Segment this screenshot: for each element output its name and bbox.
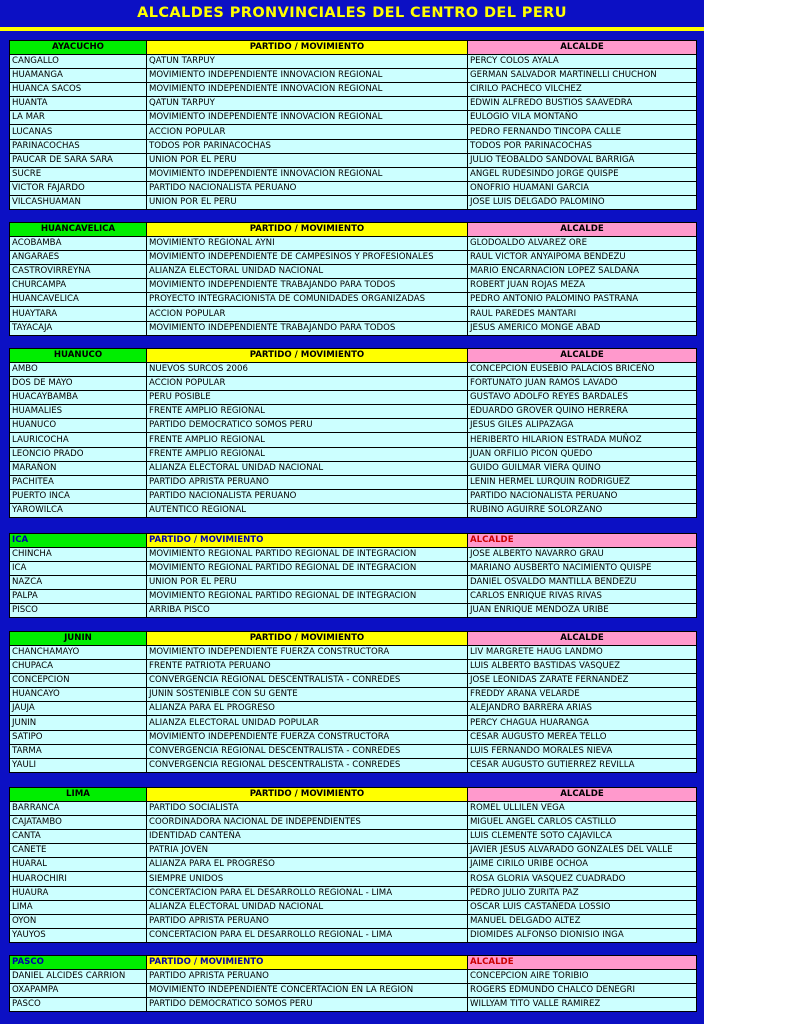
- section-table-junin: [9, 631, 697, 773]
- table-row: [10, 293, 697, 307]
- table-row: [10, 830, 697, 844]
- party-cell: PARTIDO APRISTA PERUANO: [147, 914, 468, 928]
- party-cell: PARTIDO NACIONALISTA PERUANO: [147, 181, 468, 195]
- party-cell: ACCION POPULAR: [147, 307, 468, 321]
- mayor-cell: PEDRO ANTONIO PALOMINO PASTRANA: [468, 293, 697, 307]
- province-cell: CANTA: [10, 830, 147, 844]
- table-row: [10, 548, 697, 562]
- table-row: [10, 970, 697, 984]
- table-row: [10, 816, 697, 830]
- table-row: [10, 97, 697, 111]
- mayor-header: ALCALDE: [468, 632, 697, 646]
- table-row: [10, 195, 697, 209]
- mayor-cell: JAIME CIRILO URIBE OCHOA: [468, 858, 697, 872]
- party-cell: CONCERTACION PARA EL DESARROLLO REGIONAL - LIMA: [147, 886, 468, 900]
- party-cell: MOVIMIENTO INDEPENDIENTE FUERZA CONSTRUCTORA: [147, 730, 468, 744]
- party-cell: CONVERGENCIA REGIONAL DESCENTRALISTA - CONREDES: [147, 744, 468, 758]
- province-cell: JUNIN: [10, 716, 147, 730]
- party-cell: QATUN TARPUY: [147, 97, 468, 111]
- table-row: [10, 181, 697, 195]
- table-row: [10, 153, 697, 167]
- province-cell: ACOBAMBA: [10, 237, 147, 251]
- mayor-cell: GUSTAVO ADOLFO REYES BARDALES: [468, 391, 697, 405]
- party-cell: PARTIDO SOCIALISTA: [147, 802, 468, 816]
- province-cell: MARAÑON: [10, 461, 147, 475]
- province-cell: PASCO: [10, 998, 147, 1012]
- region-header: HUANCAVELICA: [10, 223, 147, 237]
- party-cell: CONVERGENCIA REGIONAL DESCENTRALISTA - CONREDES: [147, 674, 468, 688]
- table-row: [10, 55, 697, 69]
- party-cell: MOVIMIENTO INDEPENDIENTE INNOVACION REGIONAL: [147, 111, 468, 125]
- province-cell: YAROWILCA: [10, 503, 147, 517]
- mayor-cell: ALEJANDRO BARRERA ARIAS: [468, 702, 697, 716]
- mayor-cell: GLODOALDO ALVAREZ ORE: [468, 237, 697, 251]
- table-row: [10, 377, 697, 391]
- party-cell: MOVIMIENTO INDEPENDIENTE INNOVACION REGIONAL: [147, 83, 468, 97]
- table-row: [10, 984, 697, 998]
- party-cell: ALIANZA PARA EL PROGRESO: [147, 858, 468, 872]
- region-header: AYACUCHO: [10, 41, 147, 55]
- province-cell: HUANTA: [10, 97, 147, 111]
- mayor-cell: LUIS FERNANDO MORALES NIEVA: [468, 744, 697, 758]
- table-row: [10, 562, 697, 576]
- province-cell: HUANUCO: [10, 419, 147, 433]
- party-cell: JUNIN SOSTENIBLE CON SU GENTE: [147, 688, 468, 702]
- table-row: [10, 307, 697, 321]
- table-row: [10, 688, 697, 702]
- party-cell: MOVIMIENTO REGIONAL AYNI: [147, 237, 468, 251]
- table-row: [10, 363, 697, 377]
- mayor-cell: DIOMIDES ALFONSO DIONISIO INGA: [468, 928, 697, 942]
- table-row: [10, 858, 697, 872]
- province-cell: LIMA: [10, 900, 147, 914]
- mayor-cell: GUIDO GUILMAR VIERA QUINO: [468, 461, 697, 475]
- mayor-cell: JULIO TEOBALDO SANDOVAL BARRIGA: [468, 153, 697, 167]
- table-row: [10, 83, 697, 97]
- table-row: [10, 604, 697, 618]
- party-cell: ALIANZA ELECTORAL UNIDAD NACIONAL: [147, 461, 468, 475]
- table-row: [10, 503, 697, 517]
- section-table-huancavelica: [9, 222, 697, 336]
- mayor-header: ALCALDE: [468, 41, 697, 55]
- mayor-cell: EULOGIO VILA MONTAÑO: [468, 111, 697, 125]
- mayor-cell: LUIS CLEMENTE SOTO CAJAVILCA: [468, 830, 697, 844]
- table-row: [10, 576, 697, 590]
- mayor-cell: FREDDY ARANA VELARDE: [468, 688, 697, 702]
- province-cell: SUCRE: [10, 167, 147, 181]
- province-cell: ANGARAES: [10, 251, 147, 265]
- mayor-cell: JESUS AMERICO MONGE ABAD: [468, 321, 697, 335]
- mayor-cell: HERIBERTO HILARION ESTRADA MUÑOZ: [468, 433, 697, 447]
- table-row: [10, 802, 697, 816]
- region-header: PASCO: [10, 956, 147, 970]
- table-row: [10, 279, 697, 293]
- mayor-cell: RAUL VICTOR ANYAIPOMA BENDEZU: [468, 251, 697, 265]
- party-cell: PERU POSIBLE: [147, 391, 468, 405]
- province-cell: PISCO: [10, 604, 147, 618]
- section-header-row: [10, 534, 697, 548]
- province-cell: HUARAL: [10, 858, 147, 872]
- section-table-lima: [9, 787, 697, 943]
- province-cell: HUANCA SACOS: [10, 83, 147, 97]
- mayor-cell: JUAN ORFILIO PICON QUEDO: [468, 447, 697, 461]
- mayor-cell: ROSA GLORIA VASQUEZ CUADRADO: [468, 872, 697, 886]
- party-cell: IDENTIDAD CANTEÑA: [147, 830, 468, 844]
- party-cell: MOVIMIENTO INDEPENDIENTE INNOVACION REGIONAL: [147, 69, 468, 83]
- mayor-cell: CONCEPCION EUSEBIO PALACIOS BRICEÑO: [468, 363, 697, 377]
- province-cell: PACHITEA: [10, 475, 147, 489]
- party-cell: AUTENTICO REGIONAL: [147, 503, 468, 517]
- party-cell: ALIANZA ELECTORAL UNIDAD POPULAR: [147, 716, 468, 730]
- region-header: HUANUCO: [10, 349, 147, 363]
- province-cell: CANGALLO: [10, 55, 147, 69]
- party-cell: TODOS POR PARINACOCHAS: [147, 139, 468, 153]
- table-row: [10, 125, 697, 139]
- table-row: [10, 419, 697, 433]
- mayor-cell: RAUL PAREDES MANTARI: [468, 307, 697, 321]
- mayor-cell: JOSE ALBERTO NAVARRO GRAU: [468, 548, 697, 562]
- province-cell: ICA: [10, 562, 147, 576]
- mayor-cell: CIRILO PACHECO VILCHEZ: [468, 83, 697, 97]
- table-row: [10, 928, 697, 942]
- mayor-header: ALCALDE: [468, 956, 697, 970]
- mayor-cell: ROGERS EDMUNDO CHALCO DENEGRI: [468, 984, 697, 998]
- province-cell: DANIEL ALCIDES CARRION: [10, 970, 147, 984]
- mayor-cell: OSCAR LUIS CASTAÑEDA LOSSIO: [468, 900, 697, 914]
- mayor-cell: PEDRO FERNANDO TINCOPA CALLE: [468, 125, 697, 139]
- province-cell: YAULI: [10, 758, 147, 772]
- section-header-row: [10, 956, 697, 970]
- section-header-row: [10, 349, 697, 363]
- table-row: [10, 590, 697, 604]
- mayor-cell: CARLOS ENRIQUE RIVAS RIVAS: [468, 590, 697, 604]
- province-cell: CONCEPCION: [10, 674, 147, 688]
- party-cell: FRENTE AMPLIO REGIONAL: [147, 447, 468, 461]
- table-row: [10, 744, 697, 758]
- party-cell: FRENTE AMPLIO REGIONAL: [147, 405, 468, 419]
- province-cell: CHUPACA: [10, 660, 147, 674]
- table-row: [10, 251, 697, 265]
- party-cell: CONVERGENCIA REGIONAL DESCENTRALISTA - CONREDES: [147, 758, 468, 772]
- mayor-cell: GERMAN SALVADOR MARTINELLI CHUCHON: [468, 69, 697, 83]
- party-cell: MOVIMIENTO INDEPENDIENTE INNOVACION REGIONAL: [147, 167, 468, 181]
- mayor-cell: JOSE LUIS DELGADO PALOMINO: [468, 195, 697, 209]
- page-title: ALCALDES PRONVINCIALES DEL CENTRO DEL PERU: [137, 5, 567, 21]
- table-row: [10, 702, 697, 716]
- party-header: PARTIDO / MOVIMIENTO: [147, 349, 468, 363]
- table-row: [10, 139, 697, 153]
- party-cell: FRENTE AMPLIO REGIONAL: [147, 433, 468, 447]
- mayor-cell: LIV MARGRETE HAUG LANDMO: [468, 646, 697, 660]
- party-cell: MOVIMIENTO INDEPENDIENTE FUERZA CONSTRUCTORA: [147, 646, 468, 660]
- mayor-cell: TODOS POR PARINACOCHAS: [468, 139, 697, 153]
- party-cell: MOVIMIENTO INDEPENDIENTE TRABAJANDO PARA TODOS: [147, 321, 468, 335]
- party-cell: MOVIMIENTO REGIONAL PARTIDO REGIONAL DE INTEGRACION: [147, 590, 468, 604]
- table-row: [10, 167, 697, 181]
- province-cell: CHINCHA: [10, 548, 147, 562]
- mayor-cell: ONOFRIO HUAMANI GARCIA: [468, 181, 697, 195]
- province-cell: HUAURA: [10, 886, 147, 900]
- mayor-cell: LENIN HERMEL LURQUIN RODRIGUEZ: [468, 475, 697, 489]
- table-row: [10, 900, 697, 914]
- table-row: [10, 998, 697, 1012]
- table-row: [10, 914, 697, 928]
- province-cell: VICTOR FAJARDO: [10, 181, 147, 195]
- province-cell: OXAPAMPA: [10, 984, 147, 998]
- province-cell: PALPA: [10, 590, 147, 604]
- province-cell: CHURCAMPA: [10, 279, 147, 293]
- party-header: PARTIDO / MOVIMIENTO: [147, 41, 468, 55]
- party-cell: SIEMPRE UNIDOS: [147, 872, 468, 886]
- province-cell: HUAYTARA: [10, 307, 147, 321]
- mayor-cell: PERCY COLOS AYALA: [468, 55, 697, 69]
- party-cell: PARTIDO APRISTA PERUANO: [147, 475, 468, 489]
- table-row: [10, 716, 697, 730]
- province-cell: TAYACAJA: [10, 321, 147, 335]
- province-cell: HUANCAVELICA: [10, 293, 147, 307]
- section-table-pasco: [9, 955, 697, 1012]
- province-cell: PUERTO INCA: [10, 489, 147, 503]
- province-cell: JAUJA: [10, 702, 147, 716]
- mayor-cell: PEDRO JULIO ZURITA PAZ: [468, 886, 697, 900]
- province-cell: TARMA: [10, 744, 147, 758]
- party-cell: PARTIDO APRISTA PERUANO: [147, 970, 468, 984]
- mayor-cell: CESAR AUGUSTO GUTIERREZ REVILLA: [468, 758, 697, 772]
- party-cell: ALIANZA ELECTORAL UNIDAD NACIONAL: [147, 265, 468, 279]
- party-cell: ALIANZA PARA EL PROGRESO: [147, 702, 468, 716]
- table-row: [10, 433, 697, 447]
- party-cell: PARTIDO DEMOCRATICO SOMOS PERU: [147, 419, 468, 433]
- table-row: [10, 321, 697, 335]
- section-header-row: [10, 223, 697, 237]
- section-table-huanuco: [9, 348, 697, 518]
- party-cell: NUEVOS SURCOS 2006: [147, 363, 468, 377]
- table-row: [10, 758, 697, 772]
- table-row: [10, 660, 697, 674]
- party-cell: ARRIBA PISCO: [147, 604, 468, 618]
- table-row: [10, 872, 697, 886]
- table-row: [10, 646, 697, 660]
- party-cell: UNION POR EL PERU: [147, 195, 468, 209]
- mayor-cell: JAVIER JESUS ALVARADO GONZALES DEL VALLE: [468, 844, 697, 858]
- mayor-cell: MANUEL DELGADO ALTEZ: [468, 914, 697, 928]
- party-cell: COORDINADORA NACIONAL DE INDEPENDIENTES: [147, 816, 468, 830]
- party-cell: CONCERTACION PARA EL DESARROLLO REGIONAL - LIMA: [147, 928, 468, 942]
- province-cell: PARINACOCHAS: [10, 139, 147, 153]
- mayor-cell: MARIANO AUSBERTO NACIMIENTO QUISPE: [468, 562, 697, 576]
- region-header: LIMA: [10, 788, 147, 802]
- table-row: [10, 886, 697, 900]
- mayor-cell: ROMEL ULLILEN VEGA: [468, 802, 697, 816]
- party-cell: ACCION POPULAR: [147, 377, 468, 391]
- province-cell: PAUCAR DE SARA SARA: [10, 153, 147, 167]
- mayor-cell: DANIEL OSVALDO MANTILLA BENDEZU: [468, 576, 697, 590]
- party-cell: ACCION POPULAR: [147, 125, 468, 139]
- table-row: [10, 111, 697, 125]
- mayor-cell: PARTIDO NACIONALISTA PERUANO: [468, 489, 697, 503]
- party-cell: UNION POR EL PERU: [147, 153, 468, 167]
- party-cell: MOVIMIENTO INDEPENDIENTE CONCERTACION EN LA REGION: [147, 984, 468, 998]
- party-cell: PATRIA JOVEN: [147, 844, 468, 858]
- mayor-cell: JESUS GILES ALIPAZAGA: [468, 419, 697, 433]
- province-cell: LUCANAS: [10, 125, 147, 139]
- mayor-cell: RUBINO AGUIRRE SOLORZANO: [468, 503, 697, 517]
- party-header: PARTIDO / MOVIMIENTO: [147, 788, 468, 802]
- province-cell: HUAMALIES: [10, 405, 147, 419]
- mayor-cell: ANGEL RUDESINDO JORGE QUISPE: [468, 167, 697, 181]
- province-cell: LAURICOCHA: [10, 433, 147, 447]
- province-cell: HUANCAYO: [10, 688, 147, 702]
- table-row: [10, 489, 697, 503]
- mayor-cell: EDUARDO GROVER QUINO HERRERA: [468, 405, 697, 419]
- region-header: JUNIN: [10, 632, 147, 646]
- province-cell: SATIPO: [10, 730, 147, 744]
- province-cell: HUAROCHIRI: [10, 872, 147, 886]
- province-cell: LEONCIO PRADO: [10, 447, 147, 461]
- party-header: PARTIDO / MOVIMIENTO: [147, 223, 468, 237]
- party-header: PARTIDO / MOVIMIENTO: [147, 632, 468, 646]
- table-row: [10, 674, 697, 688]
- mayor-cell: ROBERT JUAN ROJAS MEZA: [468, 279, 697, 293]
- mayor-cell: EDWIN ALFREDO BUSTIOS SAAVEDRA: [468, 97, 697, 111]
- province-cell: BARRANCA: [10, 802, 147, 816]
- province-cell: CASTROVIRREYNA: [10, 265, 147, 279]
- province-cell: AMBO: [10, 363, 147, 377]
- mayor-header: ALCALDE: [468, 349, 697, 363]
- party-cell: QATUN TARPUY: [147, 55, 468, 69]
- mayor-cell: CONCEPCION AIRE TORIBIO: [468, 970, 697, 984]
- mayor-cell: WILLYAM TITO VALLE RAMIREZ: [468, 998, 697, 1012]
- party-header: PARTIDO / MOVIMIENTO: [147, 956, 468, 970]
- table-row: [10, 730, 697, 744]
- mayor-cell: MIGUEL ANGEL CARLOS CASTILLO: [468, 816, 697, 830]
- mayor-cell: JUAN ENRIQUE MENDOZA URIBE: [468, 604, 697, 618]
- province-cell: CAÑETE: [10, 844, 147, 858]
- section-header-row: [10, 41, 697, 55]
- section-table-ica: [9, 533, 697, 618]
- province-cell: CHANCHAMAYO: [10, 646, 147, 660]
- party-cell: PARTIDO DEMOCRATICO SOMOS PERU: [147, 998, 468, 1012]
- party-cell: MOVIMIENTO REGIONAL PARTIDO REGIONAL DE INTEGRACION: [147, 562, 468, 576]
- section-header-row: [10, 632, 697, 646]
- mayor-cell: LUIS ALBERTO BASTIDAS VASQUEZ: [468, 660, 697, 674]
- party-cell: MOVIMIENTO INDEPENDIENTE TRABAJANDO PARA TODOS: [147, 279, 468, 293]
- mayor-cell: PERCY CHAGUA HUARANGA: [468, 716, 697, 730]
- province-cell: DOS DE MAYO: [10, 377, 147, 391]
- party-cell: MOVIMIENTO REGIONAL PARTIDO REGIONAL DE INTEGRACION: [147, 548, 468, 562]
- mayor-cell: CESAR AUGUSTO MEREA TELLO: [468, 730, 697, 744]
- province-cell: LA MAR: [10, 111, 147, 125]
- party-cell: UNION POR EL PERU: [147, 576, 468, 590]
- party-cell: ALIANZA ELECTORAL UNIDAD NACIONAL: [147, 900, 468, 914]
- table-row: [10, 475, 697, 489]
- mayor-cell: MARIO ENCARNACION LOPEZ SALDAÑA: [468, 265, 697, 279]
- table-row: [10, 265, 697, 279]
- province-cell: HUACAYBAMBA: [10, 391, 147, 405]
- province-cell: VILCASHUAMAN: [10, 195, 147, 209]
- table-row: [10, 844, 697, 858]
- section-table-ayacucho: [9, 40, 697, 210]
- region-header: ICA: [10, 534, 147, 548]
- table-row: [10, 391, 697, 405]
- table-row: [10, 461, 697, 475]
- party-header: PARTIDO / MOVIMIENTO: [147, 534, 468, 548]
- province-cell: HUAMANGA: [10, 69, 147, 83]
- province-cell: NAZCA: [10, 576, 147, 590]
- title-divider: [0, 27, 704, 31]
- party-cell: MOVIMIENTO INDEPENDIENTE DE CAMPESINOS Y PROFESIONALES: [147, 251, 468, 265]
- party-cell: PROYECTO INTEGRACIONISTA DE COMUNIDADES ORGANIZADAS: [147, 293, 468, 307]
- party-cell: FRENTE PATRIOTA PERUANO: [147, 660, 468, 674]
- mayor-cell: FORTUNATO JUAN RAMOS LAVADO: [468, 377, 697, 391]
- table-row: [10, 447, 697, 461]
- table-row: [10, 405, 697, 419]
- province-cell: OYON: [10, 914, 147, 928]
- mayor-header: ALCALDE: [468, 223, 697, 237]
- section-header-row: [10, 788, 697, 802]
- mayor-cell: JOSE LEONIDAS ZARATE FERNANDEZ: [468, 674, 697, 688]
- party-cell: PARTIDO NACIONALISTA PERUANO: [147, 489, 468, 503]
- table-row: [10, 237, 697, 251]
- mayor-header: ALCALDE: [468, 788, 697, 802]
- mayor-header: ALCALDE: [468, 534, 697, 548]
- province-cell: YAUYOS: [10, 928, 147, 942]
- table-row: [10, 69, 697, 83]
- province-cell: CAJATAMBO: [10, 816, 147, 830]
